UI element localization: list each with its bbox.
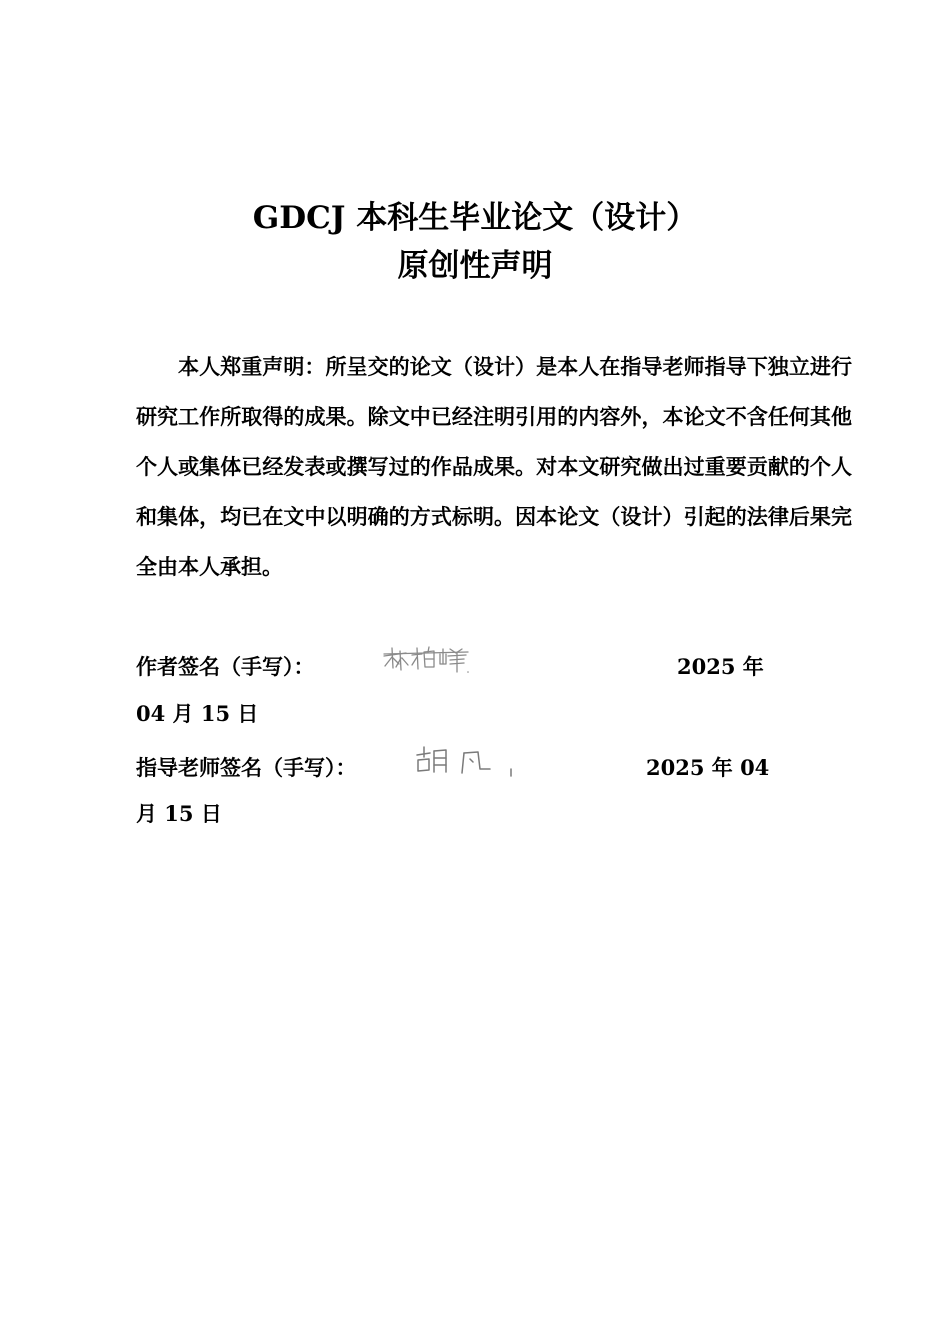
author-date-month-day: 04 月 15 日 (136, 701, 259, 726)
advisor-handwritten-signature (414, 743, 514, 779)
author-signature-label: 作者签名（手写）： (136, 654, 315, 679)
advisor-date-year-month: 2025 年 04 (646, 755, 770, 780)
advisor-signature-label: 指导老师签名（手写）： (136, 755, 357, 780)
document-title: GDCJ 本科生毕业论文（设计） (252, 200, 698, 236)
declaration-statement: 本人郑重声明：所呈交的论文（设计）是本人在指导老师指导下独立进行研究工作所取得的成果。除文中已经注明引用的内容外，本论文不含任何其他个人或集体已经发表或撰写过的作品成果。对本文研究做出过重要贡献的个人和集体，均已在文中以明确的方式标明。因本论文（设计）引起的法律后果完全由本人承担。 (136, 354, 852, 579)
author-handwritten-signature (380, 642, 472, 678)
advisor-date-month-day: 月 15 日 (136, 801, 222, 826)
document-subtitle: 原创性声明 (397, 248, 553, 284)
author-date-year: 2025 年 (677, 654, 764, 679)
